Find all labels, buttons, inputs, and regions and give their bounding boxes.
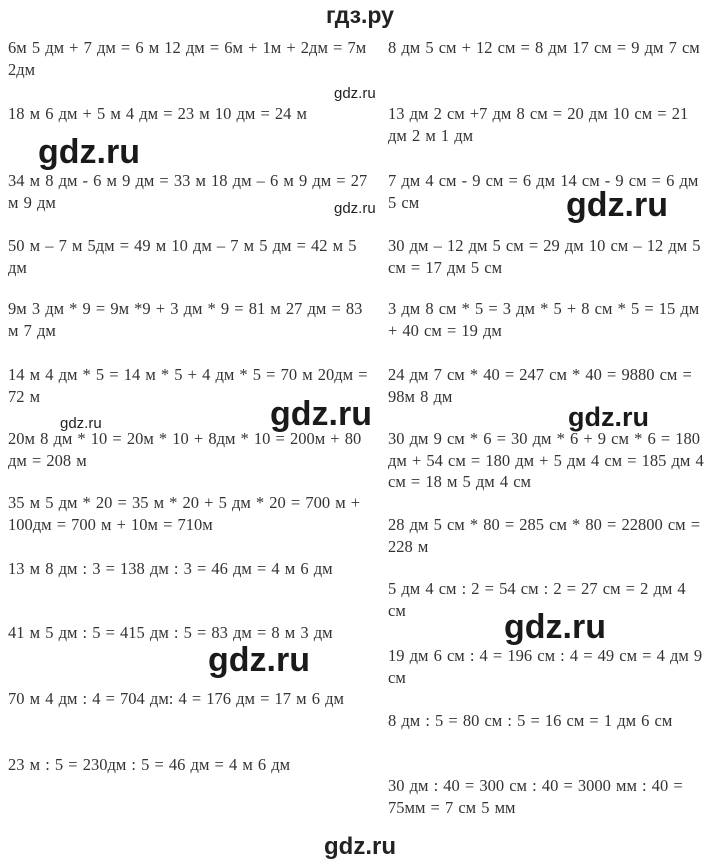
left-exercise-6: 14 м 4 дм * 5 = 14 м * 5 + 4 дм * 5 = 70 м 20дм = 72 м <box>8 365 368 406</box>
right-exercise-12: 30 дм : 40 = 300 см : 40 = 3000 мм : 40 = 75мм = 7 см 5 мм <box>388 776 683 817</box>
right-exercise-11: 8 дм : 5 = 80 см : 5 = 16 см = 1 дм 6 см <box>388 711 673 730</box>
watermark-big-2: gdz.ru <box>566 186 668 224</box>
watermark-big-5: gdz.ru <box>208 641 310 679</box>
right-exercise-1: 8 дм 5 см + 12 см = 8 дм 17 см = 9 дм 7 см <box>388 38 700 57</box>
right-exercise-8: 28 дм 5 см * 80 = 285 см * 80 = 22800 см = 228 м <box>388 515 701 556</box>
right-exercise-3: 7 дм 4 см - 9 см = 6 дм 14 см - 9 см = 6 дм 5 см <box>388 171 699 212</box>
right-exercise-10: 19 дм 6 см : 4 = 196 см : 4 = 49 см = 4 дм 9 см <box>388 646 703 687</box>
left-exercise-7: 20м 8 дм * 10 = 20м * 10 + 8дм * 10 = 200м + 80 дм = 208 м <box>8 429 362 470</box>
right-exercise-5: 3 дм 8 см * 5 = 3 дм * 5 + 8 см * 5 = 15 дм + 40 см = 19 дм <box>388 299 700 340</box>
left-exercise-8: 35 м 5 дм * 20 = 35 м * 20 + 5 дм * 20 = 700 м + 100дм = 700 м + 10м = 710м <box>8 493 361 534</box>
right-exercise-6: 24 дм 7 см * 40 = 247 см * 40 = 9880 см = 98м 8 дм <box>388 365 692 406</box>
left-exercise-10: 41 м 5 дм : 5 = 415 дм : 5 = 83 дм = 8 м 3 дм <box>8 623 333 642</box>
left-exercise-4: 50 м – 7 м 5дм = 49 м 10 дм – 7 м 5 дм = 42 м 5 дм <box>8 236 357 277</box>
footer-watermark: gdz.ru <box>324 833 396 860</box>
watermark-big-1: gdz.ru <box>38 133 140 171</box>
right-exercise-9: 5 дм 4 см : 2 = 54 см : 2 = 27 см = 2 дм 4 см <box>388 579 686 620</box>
watermark-big-3: gdz.ru <box>270 395 372 433</box>
right-exercise-7: 30 дм 9 см * 6 = 30 дм * 6 + 9 см * 6 = 180 дм + 54 см = 180 дм + 5 дм 4 см = 185 дм 4 см = 18 м 5 дм 4 см <box>388 429 704 491</box>
watermark-big-4: gdz.ru <box>504 608 606 646</box>
watermark-small-3: gdz.ru <box>60 415 102 432</box>
right-exercise-2: 13 дм 2 см +7 дм 8 см = 20 дм 10 см = 21 дм 2 м 1 дм <box>388 104 689 145</box>
left-exercise-9: 13 м 8 дм : 3 = 138 дм : 3 = 46 дм = 4 м 6 дм <box>8 559 333 578</box>
watermark-small-2: gdz.ru <box>334 200 376 217</box>
left-exercise-1: 6м 5 дм + 7 дм = 6 м 12 дм = 6м + 1м + 2дм = 7м 2дм <box>8 38 367 79</box>
watermark-small-1: gdz.ru <box>334 85 376 102</box>
right-exercise-4: 30 дм – 12 дм 5 см = 29 дм 10 см – 12 дм 5 см = 17 дм 5 см <box>388 236 701 277</box>
left-exercise-2: 18 м 6 дм + 5 м 4 дм = 23 м 10 дм = 24 м <box>8 104 307 123</box>
left-exercise-11: 70 м 4 дм : 4 = 704 дм: 4 = 176 дм = 17 м 6 дм <box>8 689 344 708</box>
site-title: гдз.ру <box>326 2 394 28</box>
left-exercise-5: 9м 3 дм * 9 = 9м *9 + 3 дм * 9 = 81 м 27 дм = 83 м 7 дм <box>8 299 363 340</box>
left-exercise-12: 23 м : 5 = 230дм : 5 = 46 дм = 4 м 6 дм <box>8 755 291 774</box>
watermark-mid-1: gdz.ru <box>568 402 649 432</box>
left-exercise-3: 34 м 8 дм - 6 м 9 дм = 33 м 18 дм – 6 м 9 дм = 27 м 9 дм <box>8 171 368 212</box>
